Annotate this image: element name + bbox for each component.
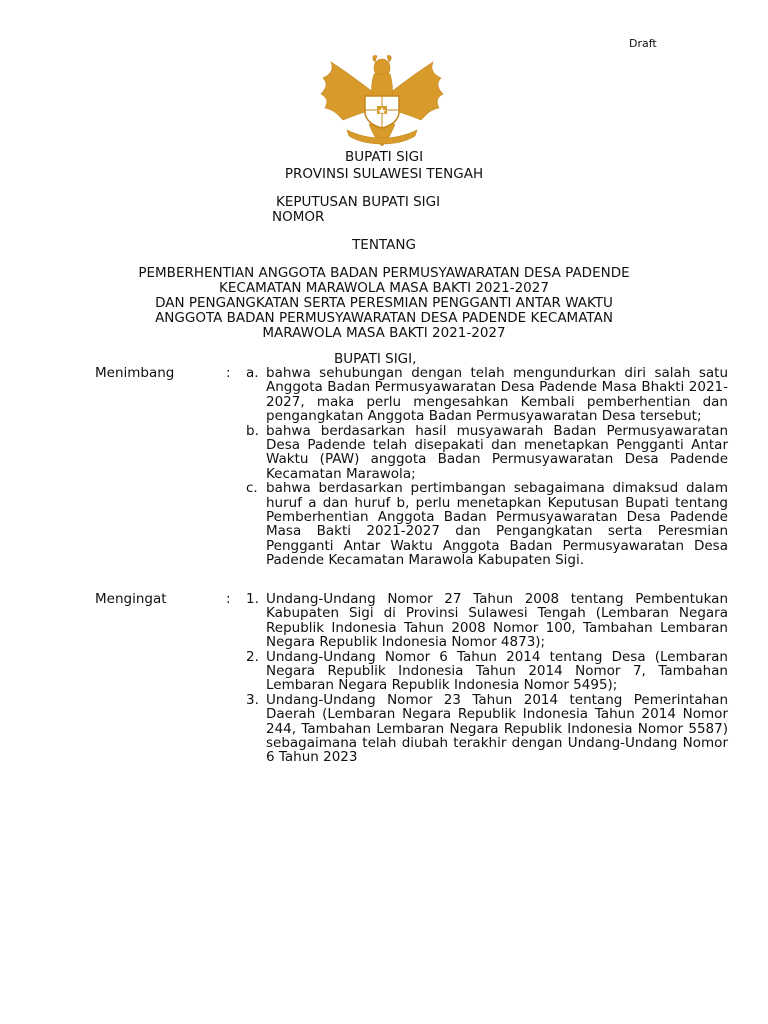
mengingat-label: Mengingat [95,591,167,607]
mengingat-colon: : [226,591,231,607]
draft-label: Draft [629,37,657,50]
item-text: Undang-Undang Nomor 27 Tahun 2008 tentang Pembentukan Kabupaten Sigi di Provinsi Sulawesi Tengah (Lembaran Negara Republik Indonesia Tahun 2008 Nomor 100, Tambahan Lembaran Negara Republik Indonesia Nomor 4873); [266,591,728,651]
item-marker: a. [246,365,259,381]
garuda-emblem-icon [319,54,445,146]
about-heading: TENTANG [352,237,416,253]
list-item [246,650,728,693]
decree-number-label: NOMOR [272,209,325,225]
menimbang-label: Menimbang [95,365,175,381]
menimbang-colon: : [226,365,231,381]
subject-line-4: ANGGOTA BADAN PERMUSYAWARATAN DESA PADENDE KECAMATAN [155,310,613,326]
menimbang-list [246,366,728,568]
item-marker: c. [246,480,258,497]
mengingat-list [246,592,728,765]
item-marker: b. [246,422,259,439]
decree-subject [100,266,668,341]
item-marker: 2. [246,648,259,665]
subject-line-3: DAN PENGANGKATAN SERTA PERESMIAN PENGGANTI ANTAR WAKTU [155,295,613,311]
subject-line-1: PEMBERHENTIAN ANGGOTA BADAN PERMUSYAWARATAN DESA PADENDE [138,265,630,281]
item-text: Undang-Undang Nomor 6 Tahun 2014 tentang Desa (Lembaran Negara Republik Indonesia Tahun 2014 Nomor 7, Tambahan Lembaran Negara Republik Indonesia Nomor 5495); [266,648,728,694]
list-item [246,592,728,650]
item-text: bahwa berdasarkan pertimbangan sebagaimana dimaksud dalam huruf a dan huruf b, perlu menetapkan Keputusan Bupati tentang Pemberhentian Anggota Badan Permusyawaratan Desa Padende Masa Bakti 2021-2027 dan Pengangkatan serta Peresmian Pengganti Antar Waktu Anggota Badan Permusyawaratan Desa Padende Kecamatan Marawola Kabupaten Sigi. [266,480,728,569]
subject-line-2: KECAMATAN MARAWOLA MASA BAKTI 2021-2027 [219,280,549,296]
item-text: Undang-Undang Nomor 23 Tahun 2014 tentang Pemerintahan Daerah (Lembaran Negara Republik Indonesia Tahun 2014 Nomor 244, Tambahan Lembaran Negara Republik Indonesia Nomor 5587) sebagaimana telah diubah terakhir dengan Undang-Undang Nomor 6 Tahun 2023 [266,691,728,766]
heading-province: PROVINSI SULAWESI TENGAH [284,166,484,182]
item-text: bahwa sehubungan dengan telah mengundurkan diri salah satu Anggota Badan Permusyawaratan Desa Padende Masa Bhakti 2021-2027, maka perlu mengesahkan Kembali pemberhentian dan pengangkatan Anggota Badan Permusyawaratan Desa tersebut; [266,365,728,425]
list-item [246,481,728,567]
list-item [246,693,728,765]
subject-line-5: MARAWOLA MASA BAKTI 2021-2027 [262,325,506,341]
list-item [246,366,728,424]
item-marker: 1. [246,591,259,607]
list-item [246,424,728,482]
issuer-heading: BUPATI SIGI, [334,351,417,367]
decree-title: KEPUTUSAN BUPATI SIGI [276,194,441,210]
heading-bupati: BUPATI SIGI [344,149,424,165]
item-marker: 3. [246,691,259,708]
item-text: bahwa berdasarkan hasil musyawarah Badan Permusyawaratan Desa Padende telah disepakati dan menetapkan Pengganti Antar Waktu (PAW) anggota Badan Permusyawaratan Desa Padende Kecamatan Marawola; [266,422,728,482]
